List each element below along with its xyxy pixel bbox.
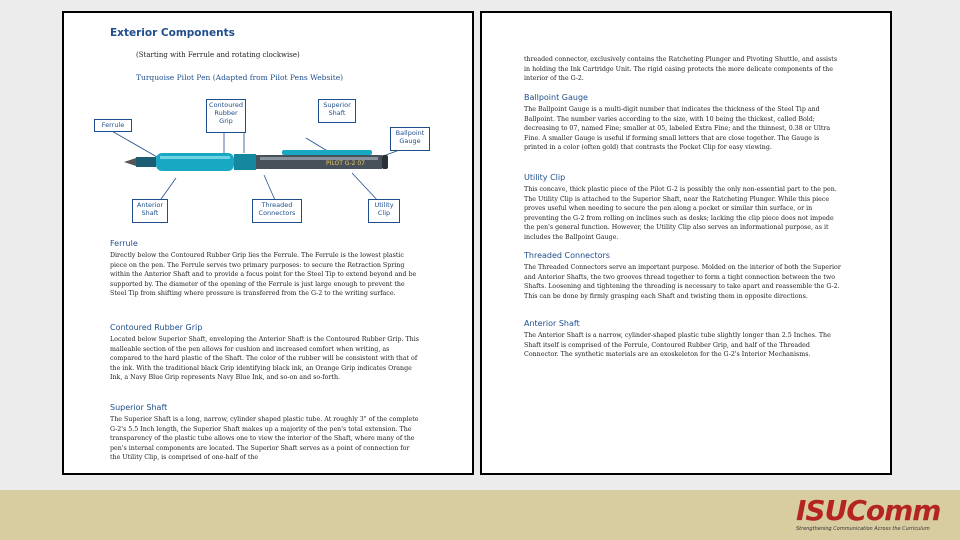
isucomm-logo <box>796 494 940 527</box>
callout-contoured-rubber-grip: Contoured Rubber Grip <box>206 99 246 133</box>
logo-comm: Comm <box>846 494 941 527</box>
callout-utility-clip: Utility Clip <box>368 199 400 223</box>
section-heading-ferrule: Ferrule <box>110 239 138 248</box>
section-body-threaded-connectors: The Threaded Connectors serve an important purpose. Molded on the interior of both the Superior and Anterior Shafts, the two grooves thread together to form a tight connection between the two Shafts. Loosening and tightening the threading is necessary to take apart and reassemble the G-2. This can be done by firmly grasping each Shaft and twisting them in opposite directions. <box>524 264 841 300</box>
page-title: Exterior Components <box>110 27 235 39</box>
section-heading-anterior-shaft: Anterior Shaft <box>524 319 580 328</box>
section-body-anterior-shaft: The Anterior Shaft is a narrow, cylinder-shaped plastic tube slightly longer than 2.5 Inches. The Shaft itself is comprised of the Ferrule, Contoured Rubber Grip, and half of the Threaded Connector. The synthetic materials are an exoskeleton for the G-2's Interior Mechanisms. <box>524 332 831 359</box>
callout-anterior-shaft: Anterior Shaft <box>132 199 168 223</box>
section-heading-grip: Contoured Rubber Grip <box>110 323 203 332</box>
callout-superior-shaft: Superior Shaft <box>318 99 356 123</box>
document-page-right <box>480 11 892 475</box>
callout-threaded-connectors: Threaded Connectors <box>252 199 302 223</box>
section-heading-superior-shaft: Superior Shaft <box>110 403 168 412</box>
document-page-left <box>62 11 474 475</box>
section-heading-threaded-connectors: Threaded Connectors <box>524 251 610 260</box>
section-body-superior-shaft: The Superior Shaft is a long, narrow, cylinder shaped plastic tube. At roughly 3" of the complete G-2's 5.5 Inch length, the Superior Shaft makes up a majority of the pen's total extension. The transparency of the plastic tube allows one to view the interior of the Shaft, where many of the pen's internal components are located. The Superior Shaft serves as a point of connection for the Utility Clip, is comprised of one-half of the <box>110 416 419 462</box>
section-heading-utility-clip: Utility Clip <box>524 173 566 182</box>
section-body-utility-clip: This concave, thick plastic piece of the Pilot G-2 is possibly the only non-essential part to the pen. The Utility Clip is attached to the Superior Shaft, near the Ratcheting Plunger. While this piece proves useful when needing to secure the pen along a pocket or similar thin surface, or in preventing the G-2 from rolling on inclines such as desks; lacking the clip piece does not impede the pen's general function. However, the Utility Clip also serves an informational purpose, as it includes the Ballpoint Gauge. <box>524 186 837 241</box>
section-body-ferrule: Directly below the Contoured Rubber Grip lies the Ferrule. The Ferrule is the lowest plastic piece on the pen. The Ferrule serves two primary purposes: to secure the Retraction Spring within the Anterior Shaft and to provide a focus point for the Steel Tip to extend beyond and be supported by. The diameter of the opening of the Ferrule is just large enough to prevent the Steel Tip from shifting where pressure is transferred from the G-2 to the writing surface. <box>110 252 417 298</box>
continued-paragraph: threaded connector, exclusively contains the Ratcheting Plunger and Pivoting Shuttle, and assists in holding the Ink Cartridge Unit. The rigid casing protects the more delicate components of the interior of the G-2. <box>524 56 838 83</box>
section-body-ballpoint-gauge: The Ballpoint Gauge is a multi-digit number that indicates the thickness of the Steel Tip and Ballpoint. The number varies according to the size, with 10 being the thickest, called Bold; decreasing to 07, named Fine; smaller at 05, labeled Extra Fine; and the thinnest, 0.38 or Ultra Fine. A smaller Gauge is useful if forming small letters that are close together. The Gauge is printed in a color (often gold) that contrasts the Pocket Clip for easy viewing. <box>524 106 831 152</box>
callout-ballpoint-gauge: Ballpoint Gauge <box>390 127 430 151</box>
section-body-grip: Located below Superior Shaft, enveloping the Anterior Shaft is the Contoured Rubber Grip. This malleable section of the pen allows for cushion and increased comfort when writing, as compared to the hard plastic of the Shaft. The color of the rubber will be consistent with that of the ink. With the traditional black Grip identifying black ink, an Orange Grip indicates Orange Ink, a Navy Blue Grip represents Navy Blue Ink, and so-on and so-forth. <box>110 336 419 382</box>
ballpoint-gauge-text: PILOT G-2 07 <box>326 160 365 167</box>
pen-illustration <box>124 150 388 171</box>
figure-caption: Turquoise Pilot Pen (Adapted from Pilot Pens Website) <box>136 73 344 82</box>
logo-tagline: Strengthening Communication Across the Curriculum <box>796 526 930 532</box>
intro-note: (Starting with Ferrule and rotating clockwise) <box>136 51 300 59</box>
callout-ferrule: Ferrule <box>94 119 132 132</box>
section-heading-ballpoint-gauge: Ballpoint Gauge <box>524 93 588 102</box>
logo-isu: ISU <box>796 494 847 527</box>
